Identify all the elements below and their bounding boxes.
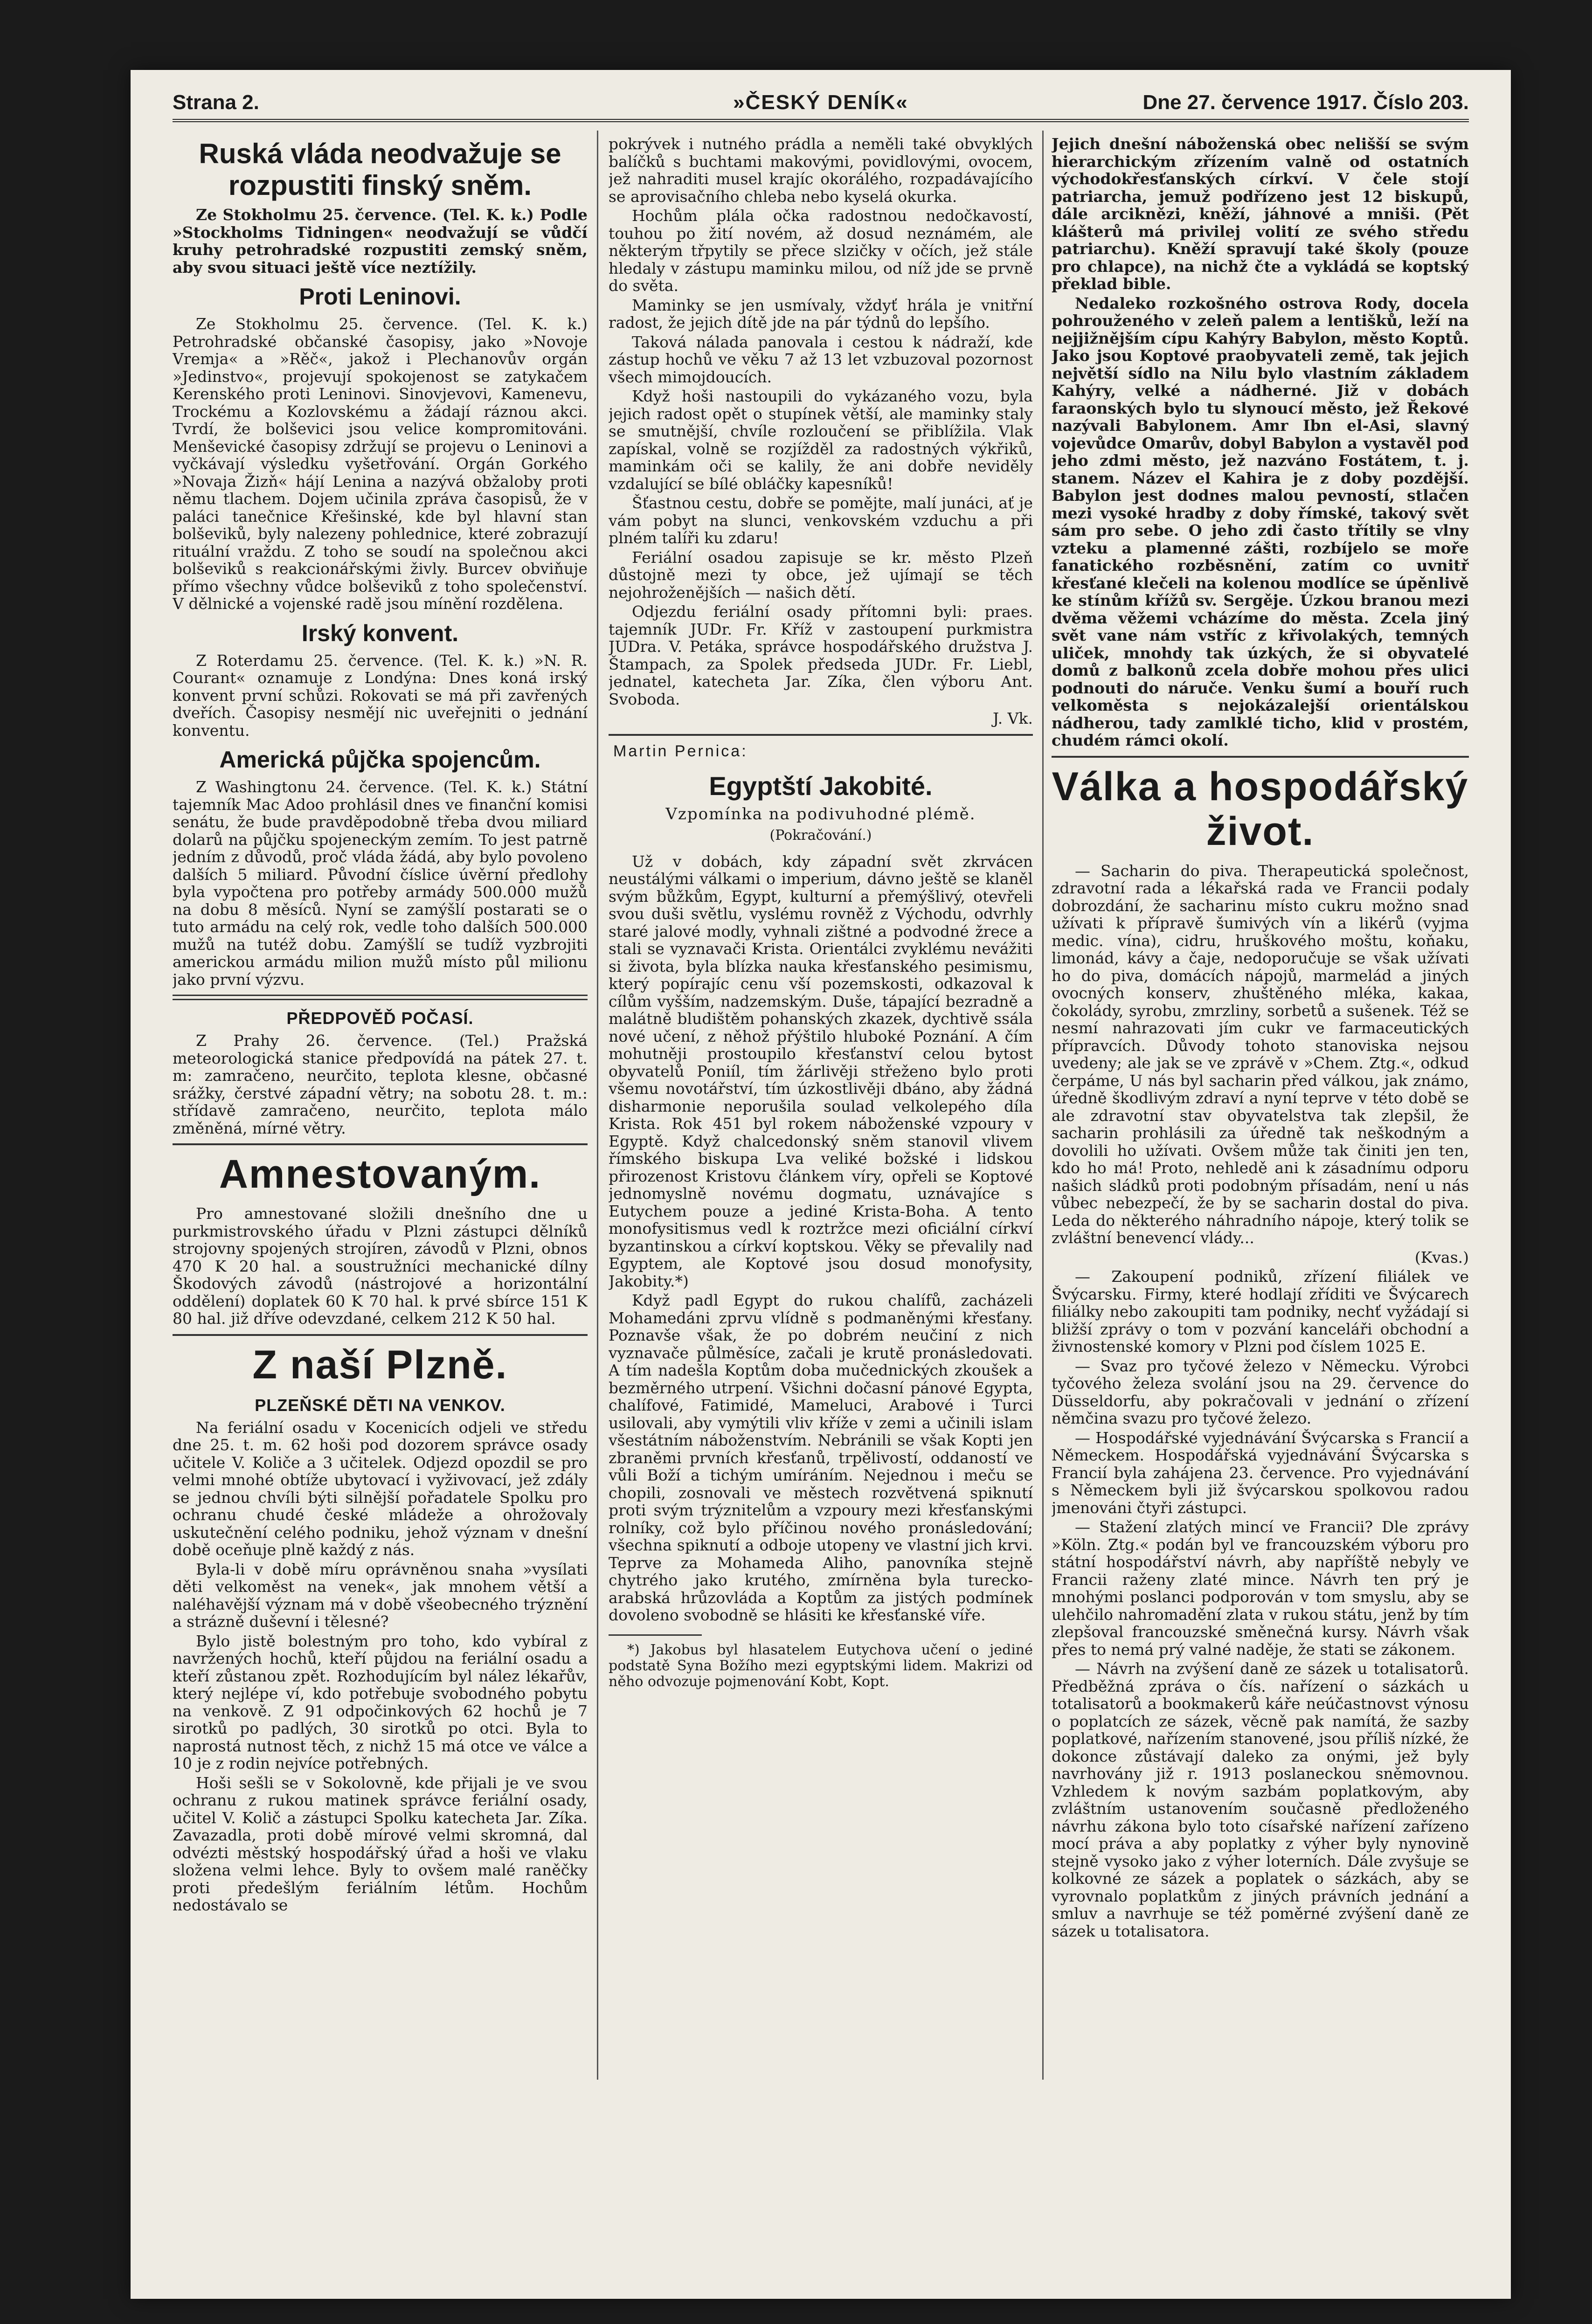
article-paragraph: Z Washingtonu 24. července. (Tel. K. k.) Státní tajemník Mac Adoo prohlásil dnes ve finanční komisi senátu, že bude pravděpodobně třeba dvou miliard dolarů na půjčku spojeneckým zemím. To jest patrně jedním z důvodů, proč vláda žádá, aby bylo povoleno dalších 5 miliard. Původní číslice úvěrní předlohy byla vypočtena pro potřeby armády 500.000 mužů na dobu 8 měsíců. Nyní se zamýšlí postarati se o tuto armádu na celý rok, vedle toho dalších 500.000 mužů na tutéž dobu. Zamýšlí se tudíž vyzbrojiti americkou armádu milion mužů místo půl milionu jako první výzvu. [173,778,588,989]
headline-z-nasi-plzne: Z naší Plzně. [252,1342,508,1387]
subheadline: Vzpomínka na podivuhodné plémě. [665,804,976,823]
article-paragraph: Když padl Egypt do rukou chalífů, zacházeli Mohamedáni zprvu vlídně s podmaněnými křesťany. Poznavše však, že po dobrém neučiní z nich vyznavače půlměsíce, začali je krutě pronásledovati. A tím nadešla Koptům doba mučednických zkoušek a bezměrného utrpení. Všichni dočasní pánové Egypta, chalífové, Fatimidé, Mameluci, Arabové i Turci usilovali, aby vymýtili vliv kříže v zemi a učinili islam všestátním náboženstvím. Nebránili se však Kopti jen zbraněmi prvních křesťanů, trpělivostí, oddaností ve vůli Boží a tichým umíráním. Nejednou i meču se chopili, zosnovali ve městech rozvětvená spiknutí proti svým trýznitelům a vzpoury mezi křesťanskými rolníky, což bylo příčinou nového pronásledování; všechna spiknutí a odboje utopeny ve vlastní jich krvi. Teprve za Mohameda Aliho, panovníka stejně chytrého jako krutého, zmírněna byla turecko-arabská hrůzovláda a Koptům za jistých podmínek dovoleno svobodně se hlásiti ke křesťanské víře. [609,1291,1033,1624]
article-paragraph: Taková nálada panovala i cestou k nádraží, kde zástup hochů ve věku 7 až 13 let vzbuzoval pozornost všech mimojdoucích. [609,332,1033,386]
headline-valka-a-hospodarsky-zivot: Válka a hospodářský život. [1052,764,1469,854]
section-rule [609,734,1033,736]
article-paragraph: Hochům plála očka radostnou nedočkavostí, touhou po žití novém, až dosud neznámém, ale některým třpytily se přece slzičky v očích, jež stále hledaly v zástupu maminku milou, od níž jde se prvně do světa. [609,207,1033,295]
article-paragraph: — Sacharin do piva. Therapeutická společnost, zdravotní rada a lékařská rada ve Francii podaly dobrozdání, že sacharinu místo cukru možno snad užívati k přípravě šumivých vín a likérů (vyjma medic. vína), cidru, hruškového moštu, koňaku, limonád, kávy a čaje, nedoporučuje se však užívati ho do piva, domácích nápojů, marmelád a jiných ovocných konserv, zhuštěného mléka, kakaa, čokolády, syrobu, zmrzliny, sorbetů a sušenek. Též se nesmí nahrazovati jím cukr ve farmaceutických přípravcích. Důvody tohoto stanoviska nejsou uvedeny; ale jak se ve zprávě v »Chem. Ztg.«, odkud čerpáme, U nás byl sacharin před válkou, jak známo, úředně škodlivým zdraví a nyní teprve v této době se ale zdravotní stav obyvatelstva tak zlepšil, že sacharin prohlásili za úředně tak neškodným a dovolili ho užívati. Ovšem může tak činiti jen ten, kdo ho má! Proto, nehledě ani k zásadnímu odporu našich sládků proti podobným přísadám, není u nás vůbec nebezpečí, že by se sacharin dostal do piva. Leda do některého náhradního nápoje, který tolik se zvláštní benevencí vlády... [1052,861,1469,1247]
article-paragraph: — Návrh na zvýšení daně ze sázek u totalisatorů. Předběžná zpráva o čís. nařízení o sázkách u totalisatorů a bookmakerů káře neúčastnovst výnosu o poplatcích ze sázek, věcně pak namítá, že sazby poplatkové, nařízením stanovené, jsou příliš nízké, že dokonce zůstávají daleko za onými, jež byly navrhovány již r. 1913 poslaneckou sněmovnou. Vzhledem k novým sazbám poplatkovým, aby zvláštním ustanovením současně předloženého návrhu zákona bylo toto císařské nařízení zařízeno mocí práva a aby poplatky z výher byly nynovině stejně vysoko jako z výher loterních. Dále zvyšuje se kolkovné ze sázek a poplatek o sázkách, aby se vyrovnalo poplatkům z jiných právních jednání a smluv a navrhuje se též poměrné zvýšení daně ze sázek u totalisatora. [1052,1660,1469,1940]
article-paragraph: Když hoši nastoupili do vykázaného vozu, byla jejich radost opět o stupínek větší, ale maminky staly se smutnější, chvíle rozloučení se přiblížila. Vlak zapískal, volně se rozjížděl za radostných výkřiků, maminkám oči se kalily, že ani dobře neviděly vzdalující se bílé obláčky kapesníků! [609,387,1033,493]
article-source: (Kvas.) [1414,1248,1469,1266]
article-paragraph: Bylo jistě bolestným pro toho, kdo vybíral z navržených hochů, kteří půjdou na feriální osadu a kteří zůstanou zpět. Rozhodujícím byl nález lékařův, který nejlépe ví, kdo potřebuje svobodného pobytu na venkově. Z 91 odpočinkových 62 hochů je 7 sirotků po padlých, 30 sirotků po otci. Byla to naprostá nutnost těch, z nichž 15 má otce ve válce a 10 je z rodin nejvíce potřebných. [173,1632,588,1772]
masthead: »ČESKÝ DENÍK« [733,91,908,114]
article-paragraph: — Svaz pro tyčové železo v Německu. Výrobci tyčového železa svolání jsou na 29. července do Düsseldorfu, aby pokračovali v jednání o zřízení němčina svazu pro tyčové železo. [1052,1356,1469,1427]
headline-proti-leninovi: Proti Leninovi. [299,284,461,310]
section-rule [173,1334,588,1336]
headline-amnestovanym: Amnestovaným. [219,1152,541,1197]
article-paragraph: Nedaleko rozkošného ostrova Rody, docela pohrouženého v zeleň palem a lentišků, leží na nejjižnějším cípu Kahýry Babylon, město Koptů. Jako jsou Koptové praobyvateli země, tak jejich největší sídlo na Nilu bylo vlastním základem Kahýry, velké a nádherné. Již v dobách faraonských bylo tu slynoucí město, jež Řekové nazývali Babylonem. Amr Ibn el-Asi, slavný vojevůdce Omarův, dobyl Babylon a vystavěl pod jeho zdmi město, jež nazváno Fostátem, t. j. stanem. Název el Kahira je z doby pozdější. Babylon jest dodnes malou pevností, stlačen mezi vysoké hradby z doby římské, takový svět sám pro sebe. O jeho zdi často třítily se vlny vzteku a plamenné zášti, rozbíjelo se moře fanatického rozběsnění, zatím co uvnitř křesťané klečeli na kolenou modlíce se úpěnlivě ke stínům křížů sv. Sergěje. Úzkou branou mezi dvěma věžemi vcházíme do města. Zcela jiný svět vane nám vstříc z křivolakých, temných uliček, mnohdy tak úzkých, že si obyvatelé domů z balkonů zcela dobře mohou přes ulici podnouti do náruče. Venku šumí a bouří ruch velkoměsta s nejokázalejší orientálskou nádherou, tady zamlklé ticho, klid v prostém, chudém rámci okolí. [1052,294,1469,749]
article-paragraph: Šťastnou cestu, dobře se pomějte, malí junáci, ať je vám pobyt na slunci, venkovském vzduchu a při plném talíři ku zdaru! [609,494,1033,547]
article-paragraph: Pro amnestované složili dnešního dne u purkmistrovského úřadu v Plzni zástupci dělníků strojovny spojených strojíren, závodů v Plzni, obnos 470 K 20 hal. a soustružníci mechanické dílny Škodových závodů (nástrojové a horizontální oddělení) doplatek 60 K 70 hal. k prvé sbírce 151 K 80 hal. již dříve odevzdané, celkem 212 K 50 hal. [173,1204,588,1328]
newspaper-page [131,70,1511,2299]
article-paragraph: — Stažení zlatých mincí ve Francii? Dle zprávy »Köln. Ztg.« podán byl ve francouzském výboru pro státní hospodářství návrh, aby napříště nebyly ve Francii raženy zlaté mince. Návrh ten prý je mnohými poslanci podporován v tom smyslu, aby se ulehčilo nahromadění zlata v rukou státu, jenž by tím zlepšoval francouzské směnečná kursy. Návrh však přes to nemá prý valné naděje, že stati se zákonem. [1052,1518,1469,1659]
article-paragraph: Feriální osadou zapisuje se kr. město Plzeň důstojně mezi ty obce, jež ujímají se těch nejohroženějších — našich dětí. [609,548,1033,602]
article-paragraph: Na feriální osadu v Kocenicích odjeli ve středu dne 25. t. m. 62 hoši pod dozorem správce osady učitele V. Količe a 3 učitelek. Odjezd opozdil se pro velmi mnohé obtíže ubytovací i vyživovací, jež zdály se jednou chvíli býti silnější pořadatele Spolku pro ochranu chudé české mládeže a ohrožovaly uskutečnění celého podniku, jehož význam v dnešní době oceňuje plně každý z nás. [173,1418,588,1559]
author-byline: Martin Pernica: [613,742,748,760]
column-3 [1052,135,1469,2094]
section-rule [1052,756,1469,758]
footnote: *) Jakobus byl hlasatelem Eutychova učení o jediné podstatě Syna Božího mezi egyptskými lidem. Makrizi od něho odvozuje pojmenování Kobt, Kopt. [609,1641,1033,1690]
article-paragraph: pokrývek i nutného prádla a neměli také obvyklých balíčků s buchtami makovými, povidlovými, ovocem, jež nahraditi musel krajíc okorálého, rozpadávajícího se aprovisačního chleba nebo kyselá okurka. [609,135,1033,206]
article-paragraph: Z Prahy 26. července. (Tel.) Pražská meteorologická stanice předpovídá na pátek 27. t. m: zamračeno, neurčito, teplota klesne, občasné srážky, čerstvé západní větry; na sobotu 28. t. m.: střídavě zamračeno, neurčito, teplota málo změněná, mírné větry. [173,1031,588,1137]
headline-americka-pujcka: Americká půjčka spojencům. [219,747,541,773]
article-paragraph: — Zakoupení podniků, zřízení filiálek ve Švýcarsku. Firmy, které hodlají zříditi ve Švýcarech filiálky nebo zakoupiti tam podniky, nechť vyžádají si bližší zprávy o tom v pozvání kanceláři obchodní a živnostenské komory v Plzni pod číslem 1025 E. [1052,1267,1469,1356]
article-paragraph: Z Roterdamu 25. července. (Tel. K. k.) »N. R. Courant« oznamuje z Londýna: Dnes koná irský konvent první schůzi. Rokovati se má při zavřených dveřích. Časopisy nesmějí nic uveřejniti o jednání konventu. [173,651,588,740]
article-paragraph: Ze Stokholmu 25. července. (Tel. K. k.) Podle »Stockholms Tidningen« neodvažují se vůdčí kruhy petrohradské rozpustiti zemský sněm, aby svou situaci ještě více neztížily. [173,206,588,277]
section-rule [173,1143,588,1145]
article-paragraph: Odjezdu feriální osady přítomni byli: praes. tajemník JUDr. Fr. Kříž v zastoupení purkmistra JUDra. V. Petáka, správce hospodářského družstva J. Štampach, za Spolek předseda JUDr. Fr. Liebl, jednatel, katecheta Jar. Zíka, člen výboru Ant. Svoboda. [609,602,1033,708]
column-divider [1042,131,1044,2080]
article-paragraph: Už v dobách, kdy západní svět zkrvácen neustálými válkami o imperium, dávno ještě se klaněl svým bůžkům, Egypt, kulturní a přemýšlivý, otevřeli svou duši světlu, vyslému rovněž z Východu, odvrhly staré jalové modly, vyhnali zištné a podvodné žrece a stali se vyznavači Krista. Orientálci zvyklému nevážiti si života, byla blízka nauka křesťanského pesimismu, který popírajíc cenu vší pozemskosti, odkazoval k cílům vyšším, nadzemským. Duše, tápající bezradně a malátně bludištěm pohanských zkazek, dychtivě ssála nové učení, z něhož přýštilo hluboké Poznání. A čím mohutněji prostoupilo křesťanství celou bytost obyvatelů Poniíl, tím žárlivěji střeženo bylo proti všemu novotářství, tím úzkostlivěji dbáno, aby žádná disharmonie neporušila soulad velkolepého díla Krista. Rok 451 byl rokem náboženské vzpoury v Egyptě. Když chalcedonský sněm stanovil vlivem římského biskupa Lva veliké božské i lidskou přirozenost Kristovu článkem víry, opřeli se Koptové jednomyslně novému dogmatu, uznávajíce s Eutychem pouze a jediné Krista-Boha. A tento monofysitismus vedl k roztržce mezi oficiální církví byzantinskou a církví koptskou. Věky se převalily nad Egyptem, ale Koptové jsou dosud monofysity, Jakobity.*) [609,852,1033,1290]
section-rule [173,995,588,1000]
article-paragraph: Jejich dnešní náboženská obec nelišší se svým hierarchickým zřízením valně od ostatních východokřesťanských církví. V čele stojí patriarcha, jemuž podřízeno jest 12 biskupů, dále arciknězi, kněží, jáhnové a mniši. (Pět klášterů má privilej volití ze svého středu patriarchu). Kněží spravují také školy (pouze pro chlapce), na nichž čte a vykládá se koptský překlad bible. [1052,135,1469,293]
headline-predpoved-pocasi: PŘEDPOVĚĎ POČASÍ. [286,1009,474,1028]
page-header [173,91,1469,122]
continuation-note: (Pokračování.) [769,827,872,844]
footnote-rule [609,1634,702,1636]
headline-irsky-konvent: Irský konvent. [301,620,459,646]
article-paragraph: — Hospodářské vyjednávání Švýcarska s Francií a Německem. Hospodářská vyjednávání Švýcarska s Francií byla zahájena 23. července. Pro vyjednávání s Německem byli již švýcarskou spolkovou radou jmenováni čtyři zástupci. [1052,1428,1469,1517]
article-signature: J. Vk. [993,709,1033,727]
article-paragraph: Hoši sešli se v Sokolovně, kde přijali je ve svou ochranu z rukou matinek správce feriální osady, učitel V. Količ a zástupci Spolku katecheta Jar. Zíka. Zavazadla, proti době mírové velmi skromná, dal odvézti městský hospodářský úřad a hoši ve vlaku složena velmi lehce. Byly to ovšem malé raněčky proti předešlým feriálním létům. Hochům nedostávalo se [173,1773,588,1914]
article-paragraph: Ze Stokholmu 25. července. (Tel. K. k.) Petrohradské občanské časopisy, jako »Novoje Vremja« a »Rěč«, jakož i Plechanovův orgán »Jedinstvo«, projevují spokojenost se zatykačem Kerenského proti Leninovi. Sinovjevovi, Kamenevu, Trockému a Kozlovskému a žádají ráznou akci. Tvrdí, že bolševici jsou velice kompromitováni. Menševické časopisy zdržují se projevu o Leninovi a vyčkávají výsledku vyšetřování. Orgán Gorkého »Novaja Žizň« hájí Lenina a nazývá obžaloby proti němu tlachem. Dojem učinila zpráva časopisů, že v paláci tanečnice Křešinské, kde byl hlavní stan bolševiků, byly nalezeny pohlednice, které zobrazují rituální vraždu. Z toho se soudí na společnou akci bolševiků s reakcionářskými živly. Burcev obviňuje přímo všechny vůdce bolševiků z toho společenství. V dělnické a vojenské radě jsou mínění rozdělena. [173,315,588,613]
column-1 [173,135,588,2094]
issue-date: Dne 27. července 1917. Číslo 203. [1142,91,1469,114]
article-paragraph: Maminky se jen usmívaly, vždyť hrála je vnitřní radost, že jejich dítě jde na pár týdnů do lepšího. [609,296,1033,332]
page-number: Strana 2. [173,91,259,114]
column-divider [597,131,598,2080]
article-paragraph: Byla-li v době míru oprávněnou snaha »vysílati děti velkoměst na venek«, jak mnohem větší a naléhavější význam má v době všeobecného trýznění a strázně duševní i tělesné? [173,1560,588,1631]
column-2 [609,135,1033,2094]
subheadline-plzenske-deti: PLZEŇSKÉ DĚTI NA VENKOV. [255,1395,505,1415]
headline-egyptsti-jakobite: Egyptští Jakobité. [709,771,933,801]
headline-finsky-snem: Ruská vláda neodvažuje se rozpustiti finský sněm. [199,138,561,201]
